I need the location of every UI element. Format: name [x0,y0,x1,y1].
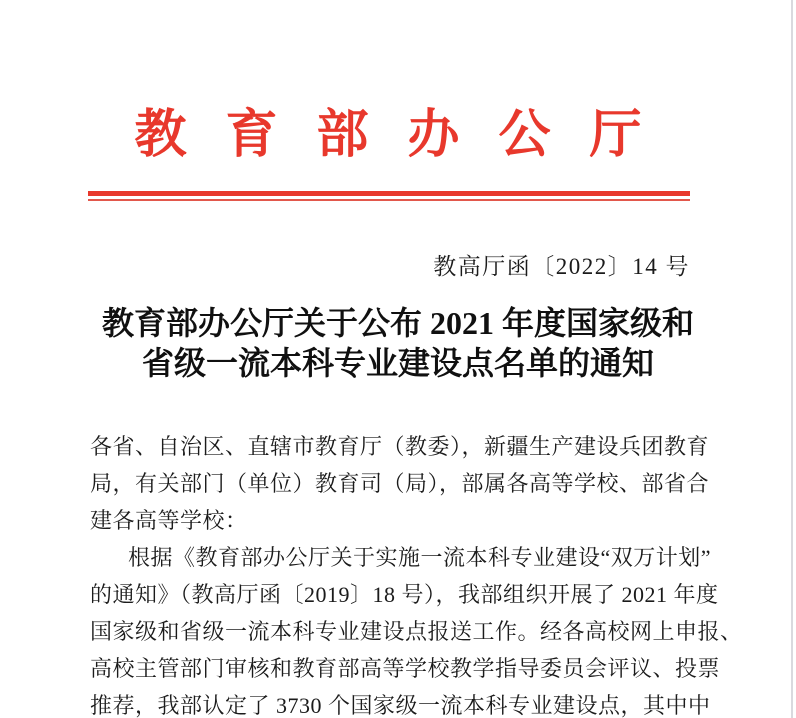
body-text [90,428,743,718]
agency-header [0,104,796,168]
title-line-1: 教育部办公厅关于公布 2021 年度国家级和 [101,305,694,341]
page-edge-line [791,0,793,718]
body-line: 推荐，我部认定了 3730 个国家级一流本科专业建设点，其中中 [90,693,711,718]
body-line: 高校主管部门审核和教育部高等学校教学指导委员会评议、投票 [90,656,721,681]
document-number: 教高厅函〔2022〕14 号 [433,254,690,279]
title-line-2: 省级一流本科专业建设点名单的通知 [141,345,654,381]
body-line: 建各高等学校： [90,508,248,533]
body-line: 局，有关部门（单位）教育司（局），部属各高等学校、部省合 [90,471,710,496]
agency-name: 教育部办公厅 [134,107,681,164]
body-line: 国家级和省级一流本科专业建设点报送工作。经各高校网上申报、 [90,619,743,644]
divider-thin-line [88,199,690,201]
divider-thick-line [88,191,690,196]
body-line: 根据《教育部办公厅关于实施一流本科专业建设“双万计划” [128,545,712,570]
body-line: 各省、自治区、直辖市教育厅（教委），新疆生产建设兵团教育 [90,434,710,459]
body-line: 的通知》（教高厅函〔2019〕18 号），我部组织开展了 2021 年度 [90,582,719,607]
document-title [0,303,796,383]
header-divider [88,191,690,201]
